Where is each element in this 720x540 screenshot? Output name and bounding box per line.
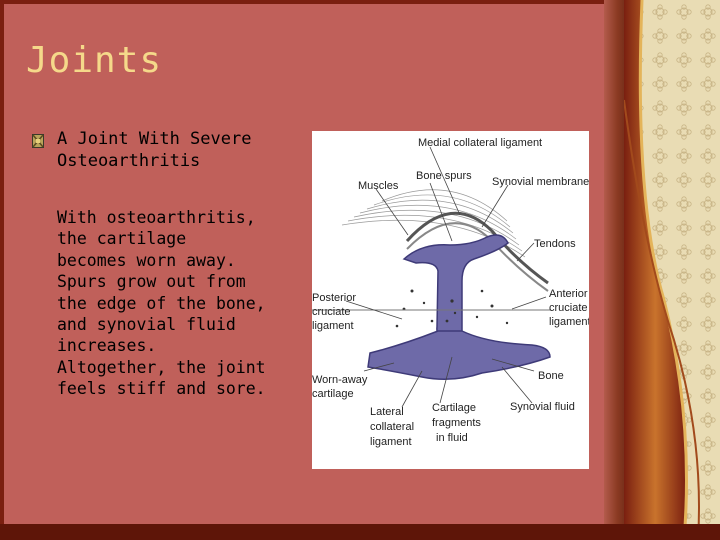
label-anterior-cruciate-ligament: Anterior cruciate ligament xyxy=(549,288,589,328)
label-muscles: Muscles xyxy=(358,180,399,192)
body-line: the edge of the bone, xyxy=(57,293,266,313)
body-line: Spurs grow out from xyxy=(57,272,246,292)
frame-bottom xyxy=(0,524,720,540)
body-line: Altogether, the joint xyxy=(57,357,266,377)
bullet-heading: A Joint With Severe Osteoarthritis xyxy=(57,129,252,171)
label-lateral-collateral-ligament: Lateral collateral ligament xyxy=(370,406,415,448)
label-worn-away-cartilage: Worn-away cartilage xyxy=(312,374,368,400)
body-line: With osteoarthritis, xyxy=(57,208,256,227)
body-line: increases. xyxy=(57,336,157,356)
label-synovial-fluid: Synovial fluid xyxy=(510,401,575,413)
label-tendons: Tendons xyxy=(534,238,576,250)
label-bone: Bone xyxy=(538,370,564,382)
body-line: and synovial fluid xyxy=(57,315,236,335)
label-synovial-membrane: Synovial membrane xyxy=(492,176,589,188)
joint-diagram xyxy=(312,131,589,469)
body-paragraph xyxy=(57,207,307,400)
body-line: feels stiff and sore. xyxy=(57,379,266,399)
floral-decoration xyxy=(624,0,720,540)
label-bone-spurs: Bone spurs xyxy=(416,170,472,182)
label-posterior-cruciate-ligament: Posterior cruciate ligament xyxy=(312,292,357,332)
body-line: becomes worn away. xyxy=(57,250,236,270)
lower-bone xyxy=(368,331,550,379)
bullet-icon xyxy=(32,134,44,148)
body-line: the cartilage xyxy=(57,229,187,249)
upper-bone xyxy=(404,235,508,341)
label-cartilage-fragments: Cartilage fragments in fluid xyxy=(432,402,481,444)
joint-diagram-svg xyxy=(312,131,589,469)
label-medial-collateral-ligament: Medial collateral ligament xyxy=(418,137,543,149)
slide-title: Joints xyxy=(26,40,163,81)
